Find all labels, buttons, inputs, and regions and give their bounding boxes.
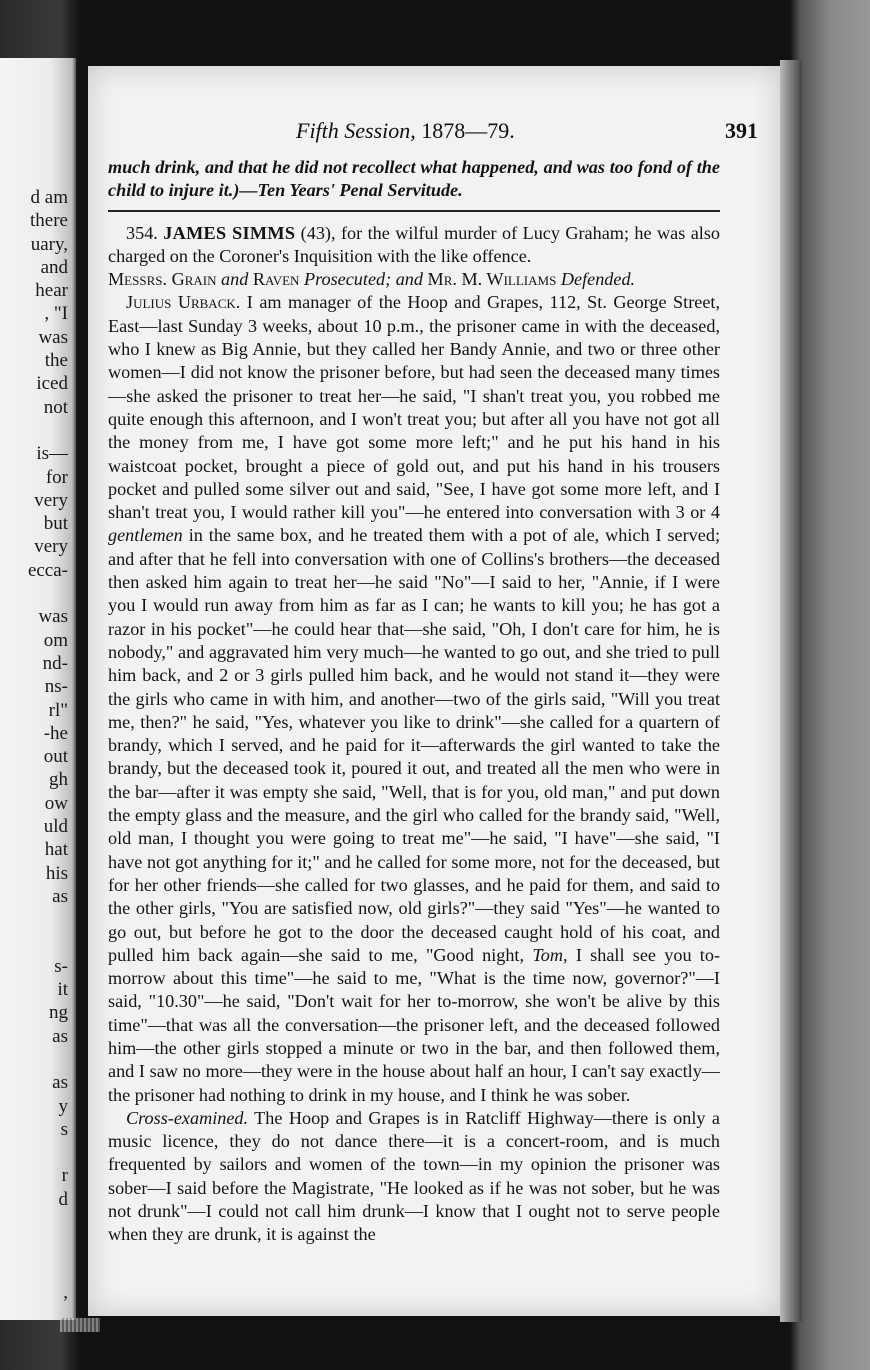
facing-page-fragment: , "I xyxy=(44,303,68,325)
facing-page-fragment: but xyxy=(43,513,68,535)
cross-examination: Cross-examined. The Hoop and Grapes is in Ratcliff Highway—there is only a music licence, they do not dance there—it is a concert-room, and is much frequented by sailors and women of the town—in my opinion the prisoner was sober—I said before the Magistrate, "He looked as if he was not sober, but he was not drunk"—I could not call him drunk—I know that I ought not to serve people when they are drunk, it is against the xyxy=(108,1107,720,1245)
facing-page-fragment: out xyxy=(43,746,68,768)
facing-page-fragment xyxy=(0,908,68,931)
facing-page-fragment xyxy=(0,1258,68,1281)
facing-page-fragment: very xyxy=(34,489,68,511)
facing-page-fragment xyxy=(0,932,68,955)
charge-text: for the wilful murder of Lucy Graham; he was also charged on the Coroner's Inquisition with the like offence. xyxy=(108,222,720,266)
facing-page-fragment xyxy=(0,1304,68,1320)
facing-page-fragment: was xyxy=(38,326,68,348)
page-binding-shadow xyxy=(780,60,802,1322)
facing-page-fragment: was xyxy=(38,606,68,628)
facing-page-fragment: ow xyxy=(44,792,68,814)
session-years: 1878—79. xyxy=(421,118,515,143)
previous-case-verdict: much drink, and that he did not recollect what happened, and was too fond of the child to injure it.)—Ten Years' Penal Servitude. xyxy=(108,157,720,201)
facing-page-fragment xyxy=(0,1048,68,1071)
facing-page-fragment: it xyxy=(57,979,68,1001)
facing-page-fragment: as xyxy=(52,885,68,907)
section-divider xyxy=(108,210,720,212)
facing-page-fragment: ng xyxy=(49,1002,68,1024)
facing-page-fragment: , xyxy=(63,1281,68,1303)
facing-page-fragment: r xyxy=(61,1165,68,1187)
facing-page-fragment: y xyxy=(58,1095,68,1117)
facing-page-fragment: d am xyxy=(30,187,68,208)
book-page xyxy=(88,66,780,1316)
defence-counsel: Mr. M. Williams xyxy=(427,269,557,290)
facing-page-fragment: s- xyxy=(54,955,68,977)
facing-page-fragment: is— xyxy=(36,443,68,465)
page-number: 391 xyxy=(725,118,758,143)
running-title: Fifth Session, 1878—79. xyxy=(296,118,515,143)
facing-page-fragment: as xyxy=(52,1072,68,1094)
facing-page-fragment xyxy=(0,1211,68,1234)
facing-page-fragment: rl" xyxy=(48,699,68,721)
facing-page-fragment: uld xyxy=(43,816,68,838)
facing-page-fragment xyxy=(0,419,68,442)
facing-page-fragment: for xyxy=(45,466,68,488)
facing-page-fragment: -he xyxy=(43,722,68,744)
witness-name: Julius Urback. xyxy=(126,292,241,313)
facing-page-fragment: ns- xyxy=(44,676,68,698)
facing-page-fragment xyxy=(0,582,68,605)
facing-page-fragment: d xyxy=(58,1188,68,1210)
facing-page-text-fragments xyxy=(0,186,70,1320)
facing-page-fragment: and xyxy=(40,256,68,278)
facing-page-fragment: not xyxy=(43,396,68,418)
facing-page-fragment: gh xyxy=(49,769,68,791)
cross-examined-label: Cross-examined. xyxy=(126,1107,249,1128)
defendant-name: JAMES SIMMS xyxy=(163,222,296,243)
facing-page-fragment: nd- xyxy=(42,652,68,674)
case-number: 354. xyxy=(126,222,158,243)
facing-page-fragment: om xyxy=(43,629,68,651)
scan-artifact xyxy=(60,1318,100,1332)
facing-page-fragment: there xyxy=(30,210,68,232)
prosecution-counsel-2: Raven xyxy=(252,269,300,290)
facing-page-edge xyxy=(0,58,76,1320)
facing-page-fragment: hat xyxy=(44,839,68,861)
counsel-line: Messrs. Grain and Raven Prosecuted; and Mr. M. Williams Defended. xyxy=(108,269,636,290)
page-body xyxy=(108,156,720,1247)
facing-page-fragment: s xyxy=(60,1118,68,1140)
facing-page-fragment: iced xyxy=(36,373,68,395)
facing-page-fragment: his xyxy=(45,862,68,884)
defendant-age: (43), xyxy=(300,222,336,243)
facing-page-fragment xyxy=(0,1234,68,1257)
facing-page-fragment: hear xyxy=(35,280,68,302)
witness-testimony: Julius Urback. I am manager of the Hoop and Grapes, 112, St. George Street, East—last Sunday 3 weeks, about 10 p.m., the prisoner came in with the deceased, who I knew as Big Annie, but they called her Bandy Annie, and two or three other women—I did not know the prisoner before, but had seen the deceased many times—she asked the prisoner to treat her—he said, "I shan't treat you, you robbed me quite enough this afternoon, and I won't treat you; but after all you have not got all the money from me, I have got some more left;" and he put his hand in his waistcoat pocket, brought a piece of gold out, and put his hand in his trousers pocket and pulled some silver out and said, "See, I have got some more left, and I shan't treat you, I would rather kill you"—he entered into conversation with 3 or 4 gentlemen in the same box, and he treated them with a pot of ale, which I served; and after that he fell into conversation with one of Collins's brothers—the deceased then asked him again to treat her—he said "No"—I said to her, "Annie, if I were you I would run away from him as far as I can; he wants to kill you; he has got a razor in his pocket"—he could hear that—she said, "Oh, I don't care for him, he is nobody," and aggravated him very much—he wanted to go out, and she tried to pull him back, and 2 or 3 girls pulled him back, and he would not stand it—they were the girls who came in with him, and another—two of the girls said, "Will you treat me, then?" he said, "Yes, whatever you like to drink"—she called for a quartern of brandy, which I served, and he paid for it—afterwards the girl wanted to take the brandy, but the deceased took it, poured it out, and treated all the men who were in the bar—after it was empty she said, "Well, that is for you, old man," and put down the empty glass and the measure, and the girl who called for the brandy said, "Well, old man, I thought you were going to treat me"—he said, "I have"—she said, "I have not got anything for it;" and he called for some more, not for the deceased, but for her other friends—she called for two glasses, and he paid for them, and said to the other girls, "You are satisfied now, old girls?"—they said "Yes"—he wanted to go out, but before he got to the door the deceased caught hold of his coat, and pulled him back again—she said to me, "Good night, Tom, I shall see you to-morrow about this time"—he said to me, "What is the time now, governor?"—I said, "10.30"—he said, "Don't wait for her to-morrow, she won't be alive by this time"—that was all the conversation—the prisoner left, and the deceased followed him—the other girls stopped a minute or two in the bar, and then followed them, and I saw no more—they were in the house about half an hour, I can't say exactly—the prisoner had nothing to drink in my house, and I think he was sober. xyxy=(108,292,721,1105)
facing-page-fragment: the xyxy=(44,350,68,372)
case-heading xyxy=(108,222,720,269)
facing-page-fragment: very xyxy=(34,536,68,558)
page-header xyxy=(88,118,758,146)
facing-page-fragment: uary, xyxy=(30,233,68,255)
facing-page-fragment: ecca- xyxy=(27,559,68,581)
prosecution-counsel: Messrs. Grain xyxy=(108,269,217,290)
facing-page-fragment xyxy=(0,1141,68,1164)
facing-page-fragment: as xyxy=(52,1025,68,1047)
